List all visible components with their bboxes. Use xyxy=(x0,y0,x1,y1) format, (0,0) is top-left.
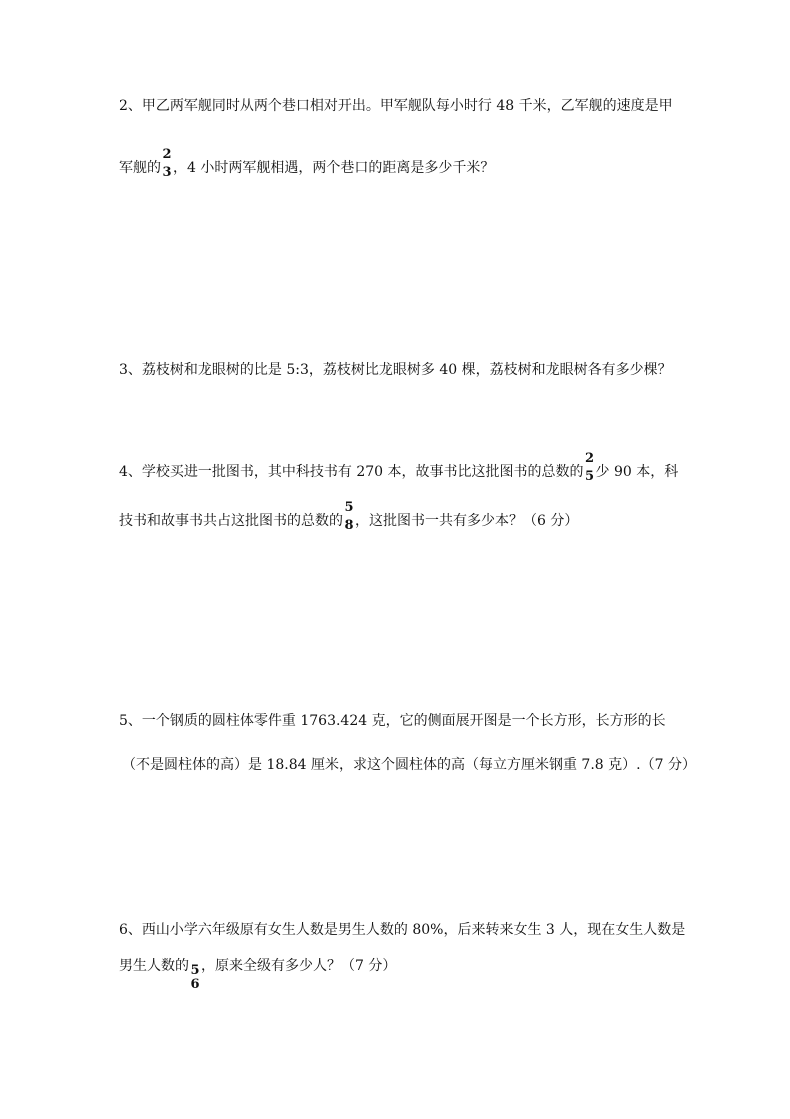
question-2-text-after: ，4 小时两军舰相遇，两个巷口的距离是多少千米？ xyxy=(173,160,495,176)
question-2-line-2 xyxy=(119,148,494,188)
question-4-fraction-1 xyxy=(585,452,595,492)
question-4-line-2 xyxy=(119,501,578,541)
question-4-text-before-2: 技书和故事书共占这批图书的总数的 xyxy=(119,513,343,529)
question-5-line-1: 5、一个钢质的圆柱体零件重 1763.424 克，它的侧面展开图是一个长方形，长方形的长 xyxy=(119,713,666,729)
fraction-denominator: 6 xyxy=(190,977,200,992)
question-2-text-before: 军舰的 xyxy=(119,160,161,176)
question-4-text-before: 4、学校买进一批图书，其中科技书有 270 本，故事书比这批图书的总数的 xyxy=(119,464,584,480)
fraction-numerator: 2 xyxy=(585,451,595,466)
question-6-line-2 xyxy=(119,946,397,992)
question-6-text-after: ，原来全级有多少人？（7 分） xyxy=(201,958,397,974)
question-4-text-after-2: ，这批图书一共有多少本？（6 分） xyxy=(355,513,579,529)
fraction-denominator: 8 xyxy=(344,518,354,533)
question-4-line-1 xyxy=(119,452,678,492)
question-5-line-2: （不是圆柱体的高）是 18.84 厘米，求这个圆柱体的高（每立方厘米钢重 7.8 克）.（7 分） xyxy=(122,757,696,773)
question-6-line-1: 6、西山小学六年级原有女生人数是男生人数的 80%，后来转来女生 3 人，现在女生人数是 xyxy=(119,922,686,938)
question-2-fraction xyxy=(162,148,172,188)
fraction-numerator: 5 xyxy=(344,500,354,515)
question-2-line-1: 2、甲乙两军舰同时从两个巷口相对开出。甲军舰队每小时行 48 千米，乙军舰的速度是甲 xyxy=(119,98,673,114)
question-6-text-before: 男生人数的 xyxy=(119,958,189,974)
fraction-denominator: 5 xyxy=(585,469,595,484)
fraction-numerator: 2 xyxy=(162,147,172,162)
question-6-fraction xyxy=(190,946,200,992)
question-3-line-1: 3、荔枝树和龙眼树的比是 5:3，荔枝树比龙眼树多 40 棵，荔枝树和龙眼树各有多少棵？ xyxy=(119,362,672,378)
fraction-denominator: 3 xyxy=(162,165,172,180)
question-4-text-after: 少 90 本，科 xyxy=(595,464,679,480)
question-4-fraction-2 xyxy=(344,501,354,541)
fraction-numerator: 5 xyxy=(190,963,200,978)
